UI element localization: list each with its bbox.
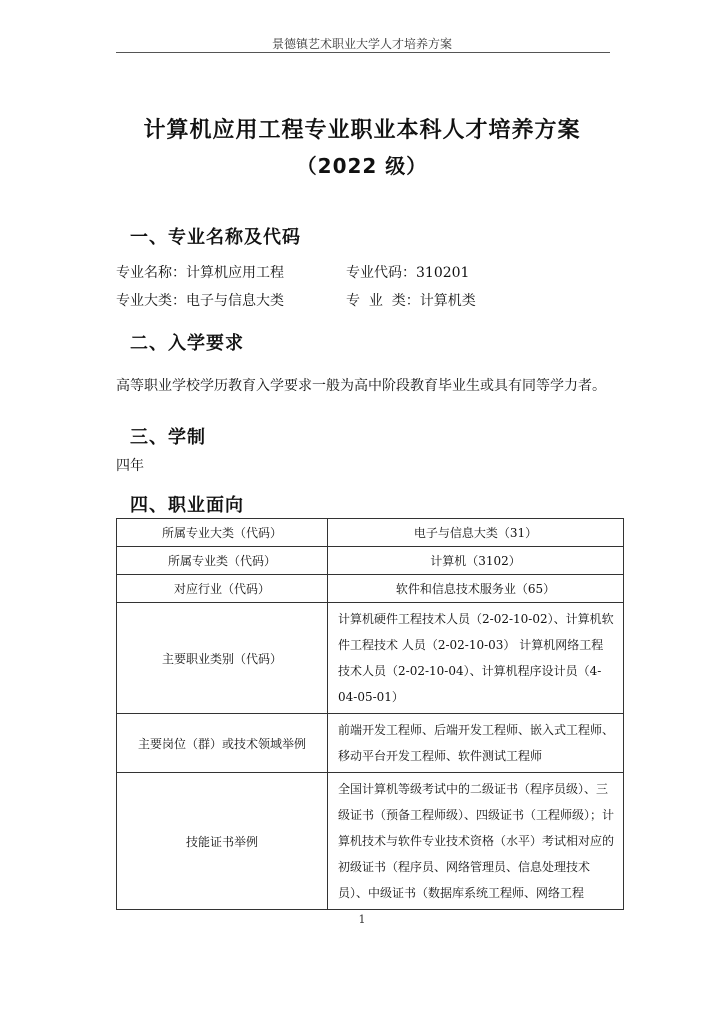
row-value: 前端开发工程师、后端开发工程师、嵌入式工程师、移动平台开发工程师、软件测试工程师 (328, 714, 624, 773)
row-label: 对应行业（代码） (117, 575, 328, 603)
page-number: 1 (358, 913, 366, 926)
duration-text: 四年 (116, 458, 144, 474)
header-divider (116, 52, 610, 53)
major-class: 专 业 类：计算机类 (346, 293, 476, 309)
row-value: 软件和信息技术服务业（65） (328, 575, 624, 603)
row-label: 所属专业类（代码） (117, 547, 328, 575)
row-value: 计算机硬件工程技术人员（2-02-10-02）、计算机软件工程技术 人员（2-02-10-03） 计算机网络工程技术人员（2-02-10-04）、计算机程序设计员（4-04-05-01） (328, 603, 624, 714)
row-label: 主要岗位（群）或技术领域举例 (117, 714, 328, 773)
document-title: 计算机应用工程专业职业本科人才培养方案 (143, 118, 581, 143)
row-value: 全国计算机等级考试中的二级证书（程序员级）、三级证书（预备工程师级）、四级证书（工程师级）；计算机技术与软件专业技术资格（水平）考试相对应的初级证书（程序员、网络管理员、信息处理技术员）、中级证书（数据库系统工程师、网络工程 (328, 773, 624, 910)
major-code: 专业代码：310201 (346, 265, 470, 281)
row-label: 技能证书举例 (117, 773, 328, 910)
row-label: 主要职业类别（代码） (117, 603, 328, 714)
table-row (117, 575, 624, 603)
major-category: 专业大类：电子与信息大类 (116, 293, 284, 309)
page-header: 景德镇艺术职业大学人才培养方案 (271, 37, 452, 51)
table-row (117, 603, 624, 714)
document-subtitle: （2022 级） (296, 154, 428, 178)
section-2-heading: 二、入学要求 (130, 333, 244, 354)
table-row (117, 519, 624, 547)
major-name: 专业名称：计算机应用工程 (116, 265, 284, 281)
table-row (117, 547, 624, 575)
table-row (117, 773, 624, 910)
row-value: 计算机（3102） (328, 547, 624, 575)
table-row (117, 714, 624, 773)
section-4-heading: 四、职业面向 (130, 495, 244, 516)
section-3-heading: 三、学制 (130, 427, 206, 448)
row-value: 电子与信息大类（31） (328, 519, 624, 547)
section-1-heading: 一、专业名称及代码 (130, 227, 301, 248)
admission-requirement: 高等职业学校学历教育入学要求一般为高中阶段教育毕业生或具有同等学力者。 (116, 378, 606, 394)
occupation-table (116, 518, 624, 910)
row-label: 所属专业大类（代码） (117, 519, 328, 547)
